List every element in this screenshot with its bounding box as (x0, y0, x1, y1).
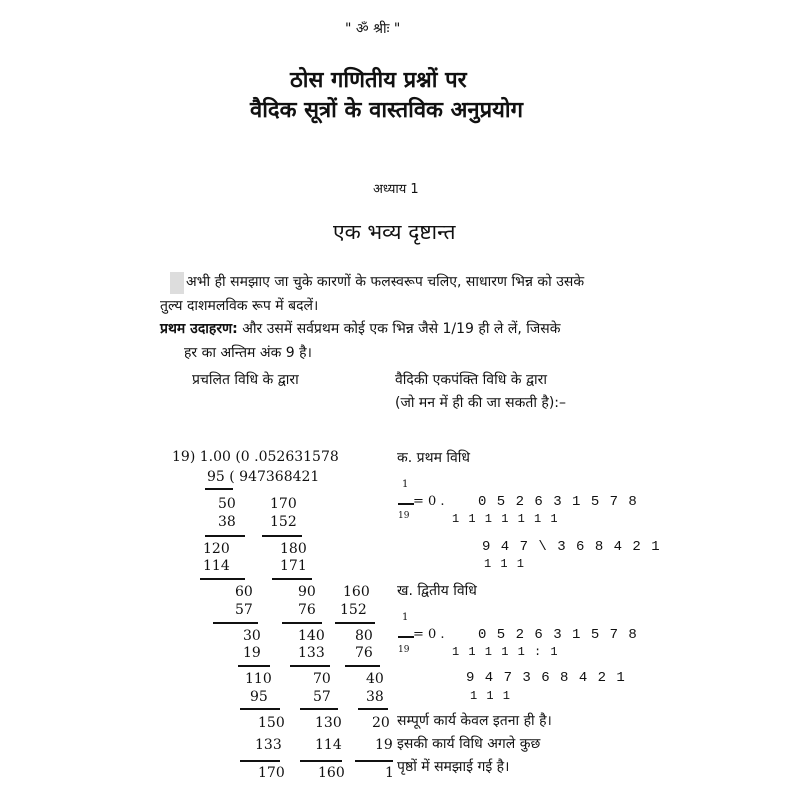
fraction-bar (398, 636, 414, 638)
right-column-subheading: (जो मन में ही की जा सकती है):– (395, 395, 567, 411)
title-line-2: वैदिक सूत्रों के वास्तविक अनुप्रयोग (250, 98, 523, 123)
fraction-denominator: 19 (398, 511, 410, 521)
step-value: 152 (340, 602, 367, 618)
step-value: 95 (250, 689, 268, 705)
left-column-heading: प्रचलित विधि के द्वारा (192, 372, 299, 388)
closing-line-3: पृष्ठों में समझाई गई है। (397, 759, 510, 775)
rule (300, 708, 338, 710)
rule (205, 535, 245, 537)
step-value: 171 (280, 558, 307, 574)
step-value: 170 (270, 496, 297, 512)
step-value: 20 (372, 715, 390, 731)
rule (290, 665, 330, 667)
intro-line-2: तुल्य दाशमलविक रूप में बदलें। (160, 298, 319, 314)
method-b-label: ख. द्वितीय विधि (397, 583, 477, 599)
rule (200, 578, 245, 580)
step-value: 76 (355, 645, 373, 661)
step-value: 170 (258, 765, 285, 781)
example-label: प्रथम उदाहरण: (160, 321, 238, 337)
step-value: 30 (243, 628, 261, 644)
division-quotient-line: 95 ( 947368421 (207, 469, 320, 485)
reverse-carries: 1 1 1 (484, 557, 526, 571)
step-value: 57 (313, 689, 331, 705)
chapter-label: अध्याय 1 (373, 182, 419, 197)
step-value: 40 (366, 671, 384, 687)
step-value: 80 (355, 628, 373, 644)
step-value: 60 (235, 584, 253, 600)
step-value: 160 (318, 765, 345, 781)
step-value: 114 (203, 558, 230, 574)
step-value: 130 (315, 715, 342, 731)
rule (300, 760, 342, 762)
carry-digits: 1 1 1 1 1 : 1 (452, 645, 559, 659)
rule (240, 708, 280, 710)
rule (238, 665, 270, 667)
step-value: 57 (235, 602, 253, 618)
step-value: 150 (258, 715, 285, 731)
rule (213, 622, 258, 624)
step-value: 50 (218, 496, 236, 512)
chapter-heading: एक भव्य दृष्टान्त (333, 220, 456, 244)
step-value: 180 (280, 541, 307, 557)
closing-line-1: सम्पूर्ण कार्य केवल इतना ही है। (397, 713, 552, 729)
closing-line-2: इसकी कार्य विधि अगले कुछ (397, 736, 541, 752)
page-edge-shadow (170, 272, 184, 294)
fraction-numerator: 1 (402, 612, 409, 623)
rule (240, 760, 280, 762)
equals-decimal: = 0 . (413, 627, 445, 642)
intro-line-3 (160, 322, 560, 336)
intro-line-4: हर का अन्तिम अंक 9 है। (184, 345, 312, 361)
equals-decimal: = 0 . (413, 494, 445, 509)
reverse-digits: 9 4 7 3 6 8 4 2 1 (466, 670, 626, 686)
method-a-label: क. प्रथम विधि (397, 450, 471, 466)
step-value: 19 (243, 645, 261, 661)
step-value: 120 (203, 541, 230, 557)
fraction-bar (398, 503, 414, 505)
fraction-denominator: 19 (398, 645, 410, 655)
step-value: 90 (298, 584, 316, 600)
decimal-digits: 0 5 2 6 3 1 5 7 8 (478, 494, 638, 510)
rule (358, 708, 388, 710)
step-value: 152 (270, 514, 297, 530)
step-value: 133 (298, 645, 325, 661)
step-value: 114 (315, 737, 342, 753)
step-value: 110 (245, 671, 272, 687)
rule (272, 578, 312, 580)
step-value: 76 (298, 602, 316, 618)
reverse-carries: 1 1 1 (470, 689, 512, 703)
step-value: 38 (366, 689, 384, 705)
step-value: 133 (255, 737, 282, 753)
rule (335, 622, 375, 624)
division-header-line: 19) 1.00 (0 .052631578 (172, 449, 339, 465)
intro-line-1: अभी ही समझाए जा चुके कारणों के फलस्वरूप चलिए, साधारण भिन्न को उसके (186, 274, 585, 290)
step-value: 1 (385, 765, 394, 781)
step-value: 140 (298, 628, 325, 644)
rule (205, 488, 233, 490)
fraction-numerator: 1 (402, 479, 409, 490)
reverse-digits: 9 4 7 \ 3 6 8 4 2 1 (482, 539, 661, 555)
rule (282, 622, 322, 624)
right-column-heading: वैदिकी एकपंक्ति विधि के द्वारा (395, 372, 548, 388)
example-text: और उसमें सर्वप्रथम कोई एक भिन्न जैसे 1/19 ही ले लें, जिसके (237, 321, 561, 337)
decimal-digits: 0 5 2 6 3 1 5 7 8 (478, 627, 638, 643)
step-value: 160 (343, 584, 370, 600)
rule (355, 760, 393, 762)
step-value: 70 (313, 671, 331, 687)
om-invocation: " ॐ श्रीः " (345, 21, 401, 37)
rule (262, 535, 302, 537)
step-value: 38 (218, 514, 236, 530)
rule (345, 665, 380, 667)
carry-digits: 1 1 1 1 1 1 1 (452, 512, 559, 526)
title-line-1: ठोस गणितीय प्रश्नों पर (290, 68, 467, 93)
step-value: 19 (375, 737, 393, 753)
